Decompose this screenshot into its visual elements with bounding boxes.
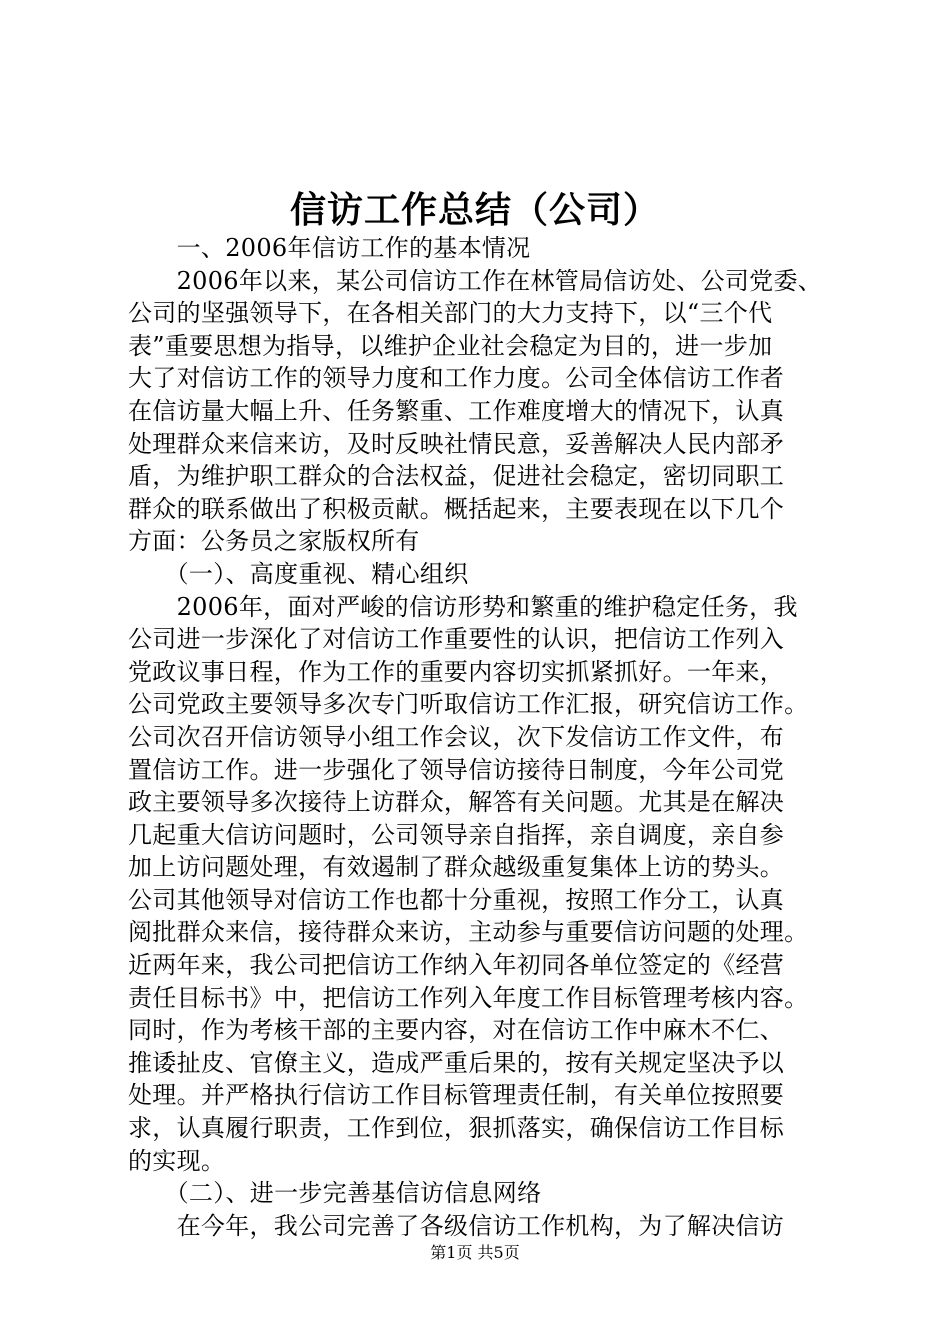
page-footer: 第1页 共5页 <box>430 1243 520 1262</box>
text-line: 责任目标书》中，把信访工作列入年度工作目标管理考核内容。 <box>128 983 809 1012</box>
text-line: 一、2006年信访工作的基本情况 <box>128 234 531 262</box>
text-line: 处理群众来信来访，及时反映社情民意，妥善解决人民内部矛 <box>128 429 785 458</box>
document-body <box>128 232 848 1242</box>
text-line: 政主要领导多次接待上访群众，解答有关问题。尤其是在解决 <box>128 788 785 817</box>
text-line: 公司进一步深化了对信访工作重要性的认识，把信访工作列入 <box>128 625 785 654</box>
text-line: 的实现。 <box>128 1146 226 1175</box>
text-line: 党政议事日程，作为工作的重要内容切实抓紧抓好。一年来， <box>128 657 785 686</box>
text-line: 阅批群众来信，接待群众来访，主动参与重要信访问题的处理。 <box>128 918 809 947</box>
text-line: 同时，作为考核干部的主要内容，对在信访工作中麻木不仁、 <box>128 1016 785 1045</box>
text-line: 表”重要思想为指导，以维护企业社会稳定为目的，进一步加 <box>128 331 773 360</box>
text-line: 公司党政主要领导多次专门听取信访工作汇报，研究信访工作。 <box>128 690 809 719</box>
text-line: 2006年，面对严峻的信访形势和繁重的维护稳定任务，我 <box>128 592 798 621</box>
text-line: 公司次召开信访领导小组工作会议，次下发信访工作文件，布 <box>128 722 785 751</box>
text-line: 加上访问题处理，有效遏制了群众越级重复集体上访的势头。 <box>128 853 785 882</box>
text-line: 方面：公务员之家版权所有 <box>128 527 420 556</box>
text-line: （一）、高度重视、精心组织 <box>128 559 469 588</box>
text-line: 群众的联系做出了积极贡献。概括起来，主要表现在以下几个 <box>128 494 785 523</box>
text-line: （二）、进一步完善基信访信息网络 <box>128 1179 542 1208</box>
text-line: 处理。并严格执行信访工作目标管理责任制，有关单位按照要 <box>128 1081 785 1110</box>
text-line: 公司其他领导对信访工作也都十分重视，按照工作分工，认真 <box>128 885 785 914</box>
text-line: 置信访工作。进一步强化了领导信访接待日制度，今年公司党 <box>128 755 785 784</box>
text-line: 2006年以来，某公司信访工作在林管局信访处、公司党委、 <box>128 266 823 295</box>
text-line: 近两年来，我公司把信访工作纳入年初同各单位签定的《经营 <box>128 951 785 980</box>
text-line: 公司的坚强领导下，在各相关部门的大力支持下，以“三个代 <box>128 299 773 328</box>
text-line: 大了对信访工作的领导力度和工作力度。公司全体信访工作者 <box>128 364 785 393</box>
text-line: 几起重大信访问题时，公司领导亲自指挥，亲自调度，亲自参 <box>128 820 785 849</box>
text-line: 在信访量大幅上升、任务繁重、工作难度增大的情况下，认真 <box>128 396 785 425</box>
text-line: 在今年，我公司完善了各级信访工作机构，为了解决信访 <box>128 1211 785 1240</box>
text-line: 盾，为维护职工群众的合法权益，促进社会稳定，密切同职工 <box>128 462 785 491</box>
text-line: 推诿扯皮、官僚主义，造成严重后果的，按有关规定坚决予以 <box>128 1048 785 1077</box>
text-line: 求，认真履行职责，工作到位，狠抓落实，确保信访工作目标 <box>128 1114 785 1143</box>
document-title: 信访工作总结（公司） <box>289 189 660 231</box>
